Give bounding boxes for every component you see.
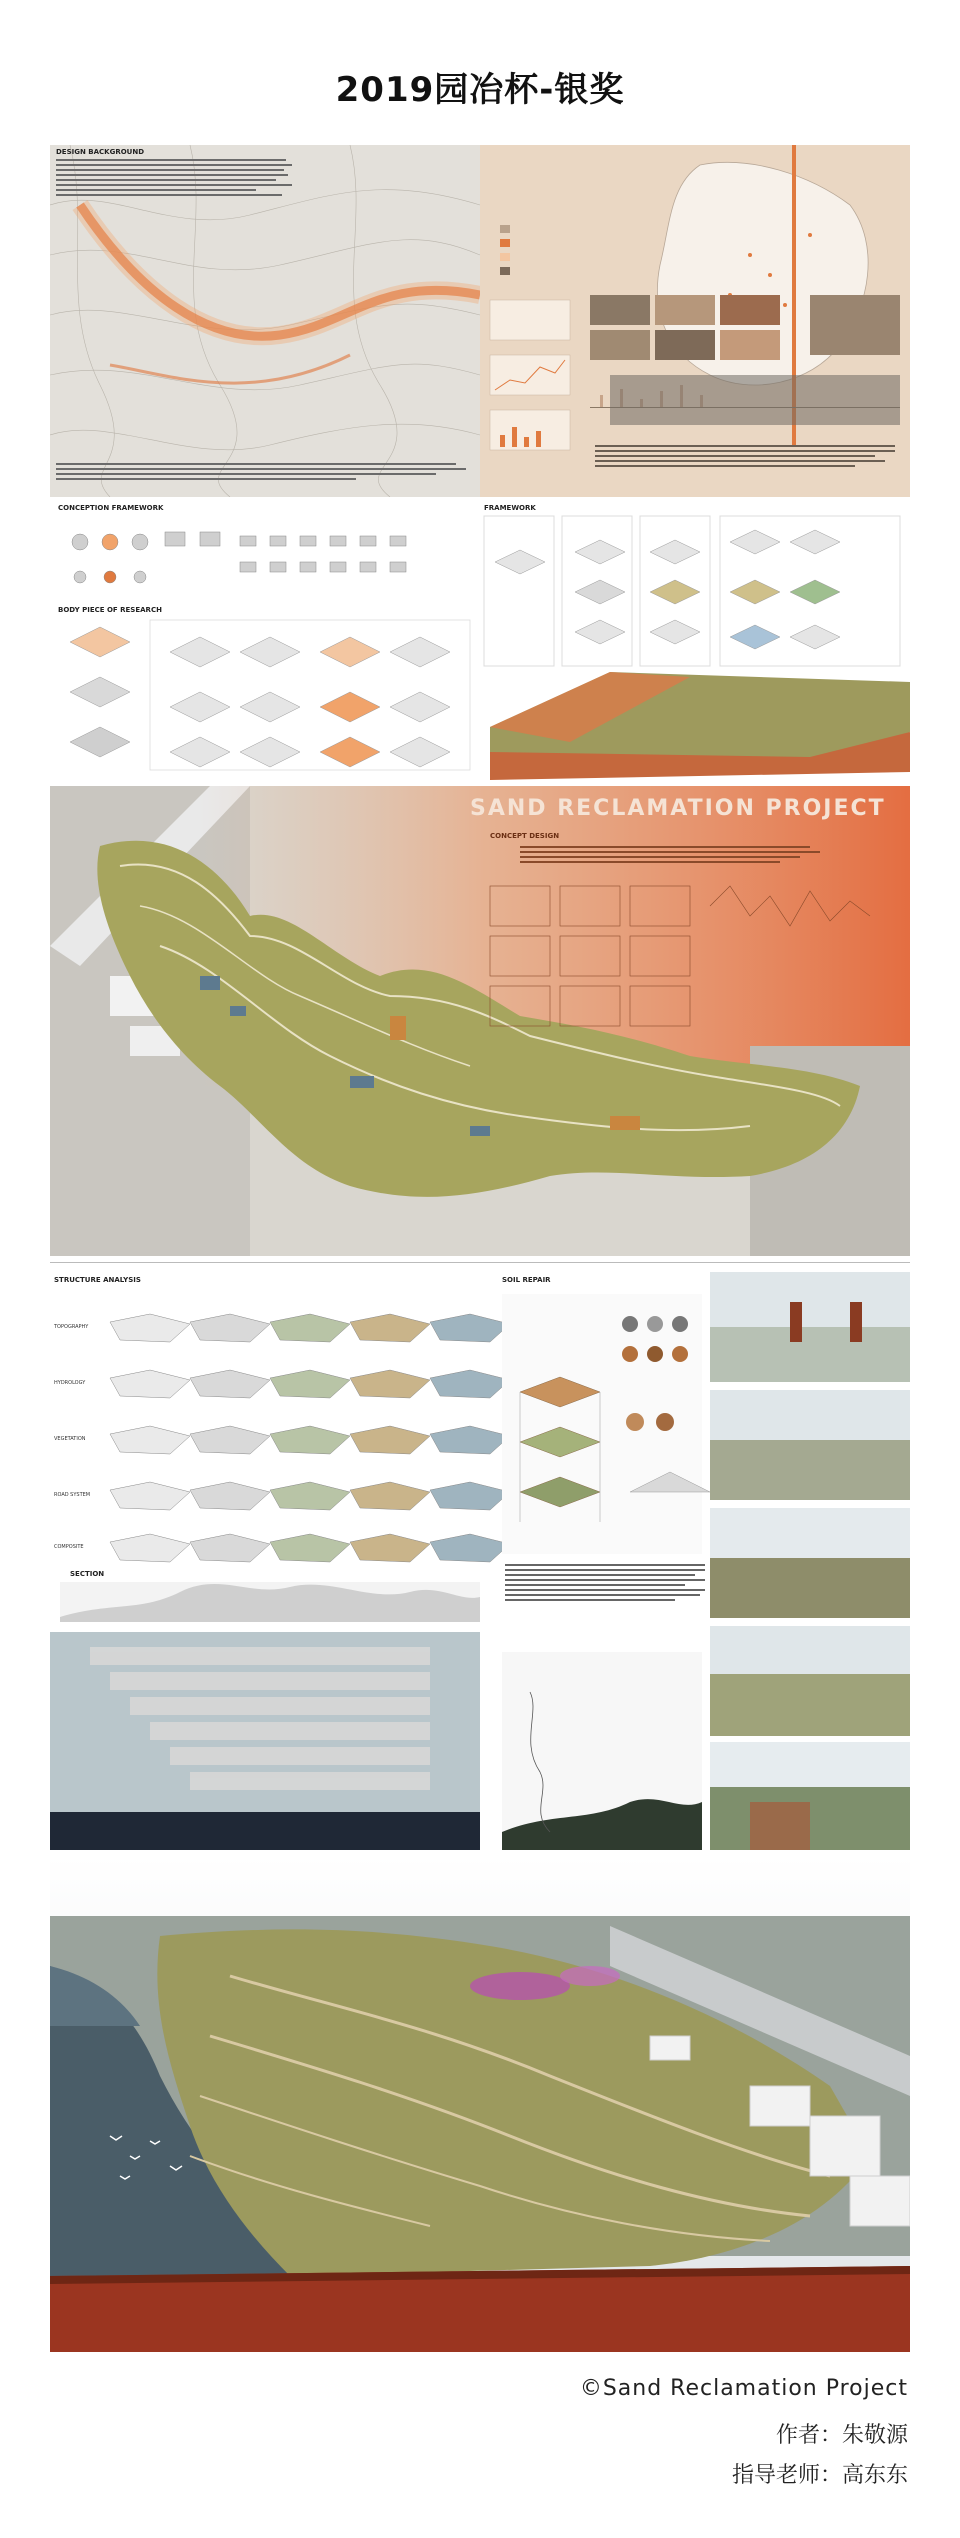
design-background-map	[50, 145, 910, 497]
structure-row-label: COMPOSITE	[54, 1544, 84, 1550]
analysis-panel	[50, 1272, 910, 1850]
structure-row-label: HYDROLOGY	[54, 1380, 86, 1386]
concept-design-heading: CONCEPT DESIGN	[490, 832, 560, 840]
aerial-rendering-image	[50, 1856, 910, 2352]
masterplan-map	[50, 786, 910, 1256]
project-title: SAND RECLAMATION PROJECT	[470, 796, 886, 821]
author-label: 作者：	[775, 2423, 842, 2448]
author-line	[776, 2418, 908, 2449]
section-heading: SECTION	[70, 1570, 105, 1578]
structure-analysis-heading: STRUCTURE ANALYSIS	[54, 1276, 141, 1284]
aerial-rendering	[50, 1856, 910, 2352]
body-piece-heading: BODY PIECE OF RESEARCH	[58, 606, 162, 614]
framework-heading: FRAMEWORK	[484, 504, 536, 512]
structure-row-label: TOPOGRAPHY	[54, 1324, 89, 1330]
page-title: 2019园冶杯-银奖	[335, 70, 625, 110]
structure-row-label: ROAD SYSTEM	[54, 1492, 91, 1498]
advisor-line	[732, 2458, 908, 2489]
copyright-text: ©Sand Reclamation Project	[579, 2376, 908, 2401]
design-background-panel	[50, 145, 910, 497]
advisor-name: 高东东	[841, 2463, 908, 2488]
structure-row-label: VEGETATION	[54, 1436, 86, 1442]
analysis-diagrams	[50, 1272, 910, 1850]
conception-diagrams	[50, 502, 910, 780]
advisor-label: 指导老师：	[731, 2463, 842, 2488]
masterplan-panel	[50, 786, 910, 1256]
divider	[50, 1262, 910, 1263]
conception-framework-heading: CONCEPTION FRAMEWORK	[58, 504, 164, 512]
conception-panel	[50, 502, 910, 780]
soil-repair-heading: SOIL REPAIR	[502, 1276, 551, 1284]
design-background-heading: DESIGN BACKGROUND	[56, 148, 145, 156]
author-name: 朱敬源	[841, 2423, 908, 2448]
